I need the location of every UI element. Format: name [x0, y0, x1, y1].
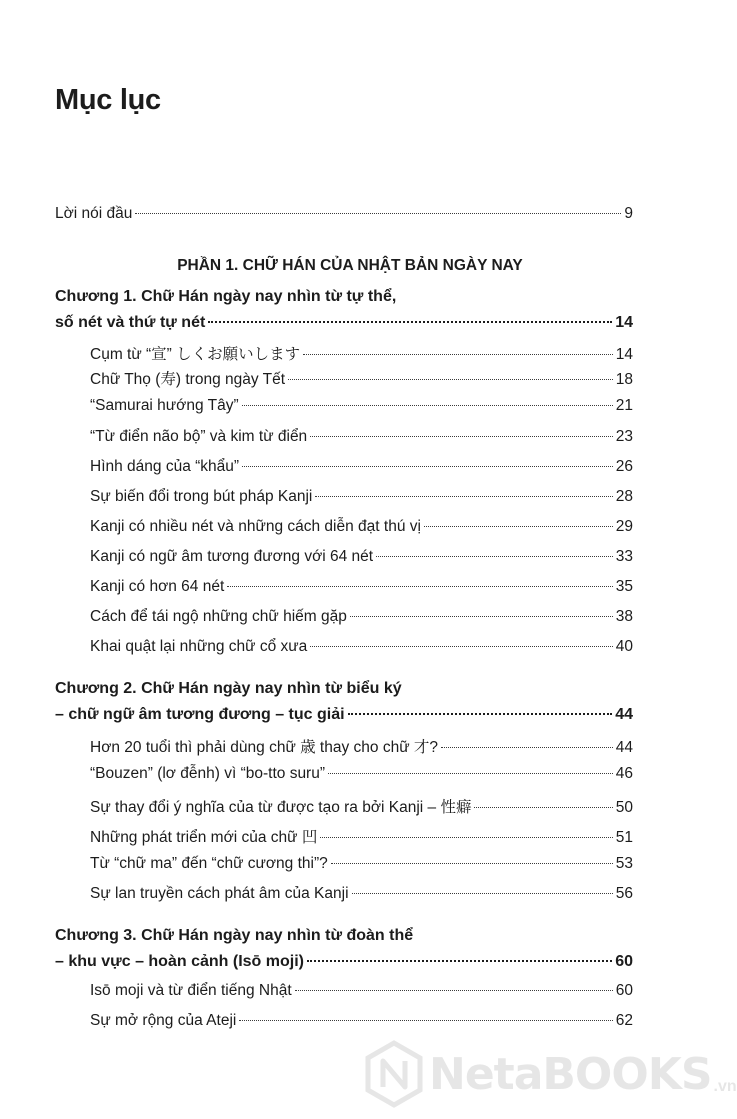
- entry-label: Kanji có ngữ âm tương đương với 64 nét: [90, 548, 374, 565]
- entry-label: Kanji có nhiều nét và những cách diễn đạt thú vị: [90, 518, 421, 535]
- chapter-1-title[interactable]: Chương 1. Chữ Hán ngày nay nhìn từ tự thể,: [55, 288, 397, 305]
- entry-page: 28: [615, 488, 633, 505]
- toc-entry[interactable]: [90, 342, 633, 364]
- entry-page: 44: [615, 706, 633, 723]
- entry-page: 14: [615, 314, 633, 331]
- toc-entry[interactable]: [90, 488, 633, 506]
- entry-label: Sự biến đổi trong bút pháp Kanji: [90, 488, 313, 505]
- entry-label: Lời nói đầu: [55, 205, 133, 222]
- dot-leader: [295, 990, 613, 991]
- entry-label: Hình dáng của “khẩu”: [90, 458, 240, 475]
- toc-entry[interactable]: [90, 795, 633, 817]
- entry-page: 35: [615, 578, 633, 595]
- chapter-3-title[interactable]: Chương 3. Chữ Hán ngày nay nhìn từ đoàn thể: [55, 927, 414, 944]
- entry-label: Cụm từ “宣” しくお願いします: [90, 346, 301, 363]
- toc-entry[interactable]: [90, 855, 633, 873]
- entry-page: 56: [615, 885, 633, 902]
- dot-leader: [227, 586, 612, 587]
- entry-label: Hơn 20 tuổi thì phải dùng chữ 歳 thay cho chữ 才?: [90, 739, 439, 756]
- entry-page: 18: [615, 371, 633, 388]
- dot-leader: [315, 496, 612, 497]
- dot-leader: [303, 354, 613, 355]
- dot-leader: [441, 747, 613, 748]
- dot-leader: [310, 436, 613, 437]
- dot-leader: [307, 960, 612, 962]
- toc-entry[interactable]: [90, 367, 633, 389]
- toc-entry[interactable]: [90, 548, 633, 566]
- entry-page: 33: [615, 548, 633, 565]
- part-heading: PHẦN 1. CHỮ HÁN CỦA NHẬT BẢN NGÀY NAY: [177, 257, 523, 274]
- watermark-brand: NetaBOOKS: [429, 1048, 712, 1100]
- entry-label: – chữ ngữ âm tương đương – tục giải: [55, 706, 345, 723]
- dot-leader: [288, 379, 613, 380]
- entry-label: Từ “chữ ma” đến “chữ cương thi”?: [90, 855, 328, 872]
- chapter-2-subtitle[interactable]: [55, 706, 633, 724]
- entry-page: 29: [615, 518, 633, 535]
- dot-leader: [239, 1020, 612, 1021]
- entry-label: số nét và thứ tự nét: [55, 314, 206, 331]
- dot-leader: [328, 773, 613, 774]
- toc-entry[interactable]: [90, 825, 633, 847]
- dot-leader: [474, 807, 612, 808]
- toc-entry[interactable]: [90, 578, 633, 596]
- entry-page: 62: [615, 1012, 633, 1029]
- entry-label: Kanji có hơn 64 nét: [90, 578, 225, 595]
- toc-entry[interactable]: [90, 765, 633, 783]
- netabooks-logo-icon: [365, 1041, 423, 1107]
- entry-page: 50: [615, 799, 633, 816]
- dot-leader: [376, 556, 613, 557]
- toc-entry[interactable]: [90, 428, 633, 446]
- entry-page: 46: [615, 765, 633, 782]
- entry-page: 21: [615, 397, 633, 414]
- dot-leader: [424, 526, 613, 527]
- entry-page: 51: [615, 829, 633, 846]
- toc-entry[interactable]: [90, 735, 633, 757]
- dot-leader: [320, 837, 612, 838]
- chapter-2-title[interactable]: Chương 2. Chữ Hán ngày nay nhìn từ biểu ký: [55, 680, 402, 697]
- toc-entry[interactable]: [90, 608, 633, 626]
- toc-entry[interactable]: [90, 518, 633, 536]
- entry-label: Isō moji và từ điển tiếng Nhật: [90, 982, 292, 999]
- toc-entry[interactable]: [90, 458, 633, 476]
- dot-leader: [310, 646, 612, 647]
- entry-page: 60: [615, 982, 633, 999]
- entry-page: 23: [615, 428, 633, 445]
- entry-label: Cách để tái ngộ những chữ hiếm gặp: [90, 608, 347, 625]
- entry-page: 26: [615, 458, 633, 475]
- entry-label: Những phát triển mới của chữ 凹: [90, 829, 318, 846]
- toc-entry[interactable]: [90, 638, 633, 656]
- entry-label: Chữ Thọ (寿) trong ngày Tết: [90, 371, 286, 388]
- entry-page: 53: [615, 855, 633, 872]
- dot-leader: [350, 616, 613, 617]
- chapter-3-subtitle[interactable]: [55, 953, 633, 971]
- toc-entry[interactable]: [90, 885, 633, 903]
- dot-leader: [208, 321, 612, 323]
- entry-label: Khai quật lại những chữ cổ xưa: [90, 638, 308, 655]
- toc-entry[interactable]: [90, 982, 633, 1000]
- entry-label: – khu vực – hoàn cảnh (Isō moji): [55, 953, 304, 970]
- dot-leader: [348, 713, 613, 715]
- dot-leader: [242, 466, 613, 467]
- page-title: Mục lục: [55, 84, 161, 116]
- entry-page: 14: [615, 346, 633, 363]
- entry-label: “Từ điển não bộ” và kim từ điển: [90, 428, 308, 445]
- entry-page: 44: [615, 739, 633, 756]
- toc-entry[interactable]: [90, 1012, 633, 1030]
- entry-label: Sự lan truyền cách phát âm của Kanji: [90, 885, 349, 902]
- entry-page: 9: [624, 205, 633, 222]
- entry-label: “Bouzen” (lơ đễnh) vì “bo-tto suru”: [90, 765, 326, 782]
- entry-page: 40: [615, 638, 633, 655]
- dot-leader: [135, 213, 621, 214]
- entry-label: Sự mở rộng của Ateji: [90, 1012, 237, 1029]
- entry-page: 60: [615, 953, 633, 970]
- chapter-1-subtitle[interactable]: [55, 314, 633, 332]
- entry-label: “Samurai hướng Tây”: [90, 397, 239, 414]
- brand-watermark: [365, 1040, 737, 1108]
- dot-leader: [352, 893, 613, 894]
- entry-page: 38: [615, 608, 633, 625]
- dot-leader: [242, 405, 613, 406]
- watermark-suffix: .vn: [713, 1078, 737, 1095]
- toc-entry-preface[interactable]: [55, 205, 633, 223]
- entry-label: Sự thay đổi ý nghĩa của từ được tạo ra bởi Kanji – 性癖: [90, 799, 472, 816]
- toc-entry[interactable]: [90, 397, 633, 415]
- dot-leader: [331, 863, 613, 864]
